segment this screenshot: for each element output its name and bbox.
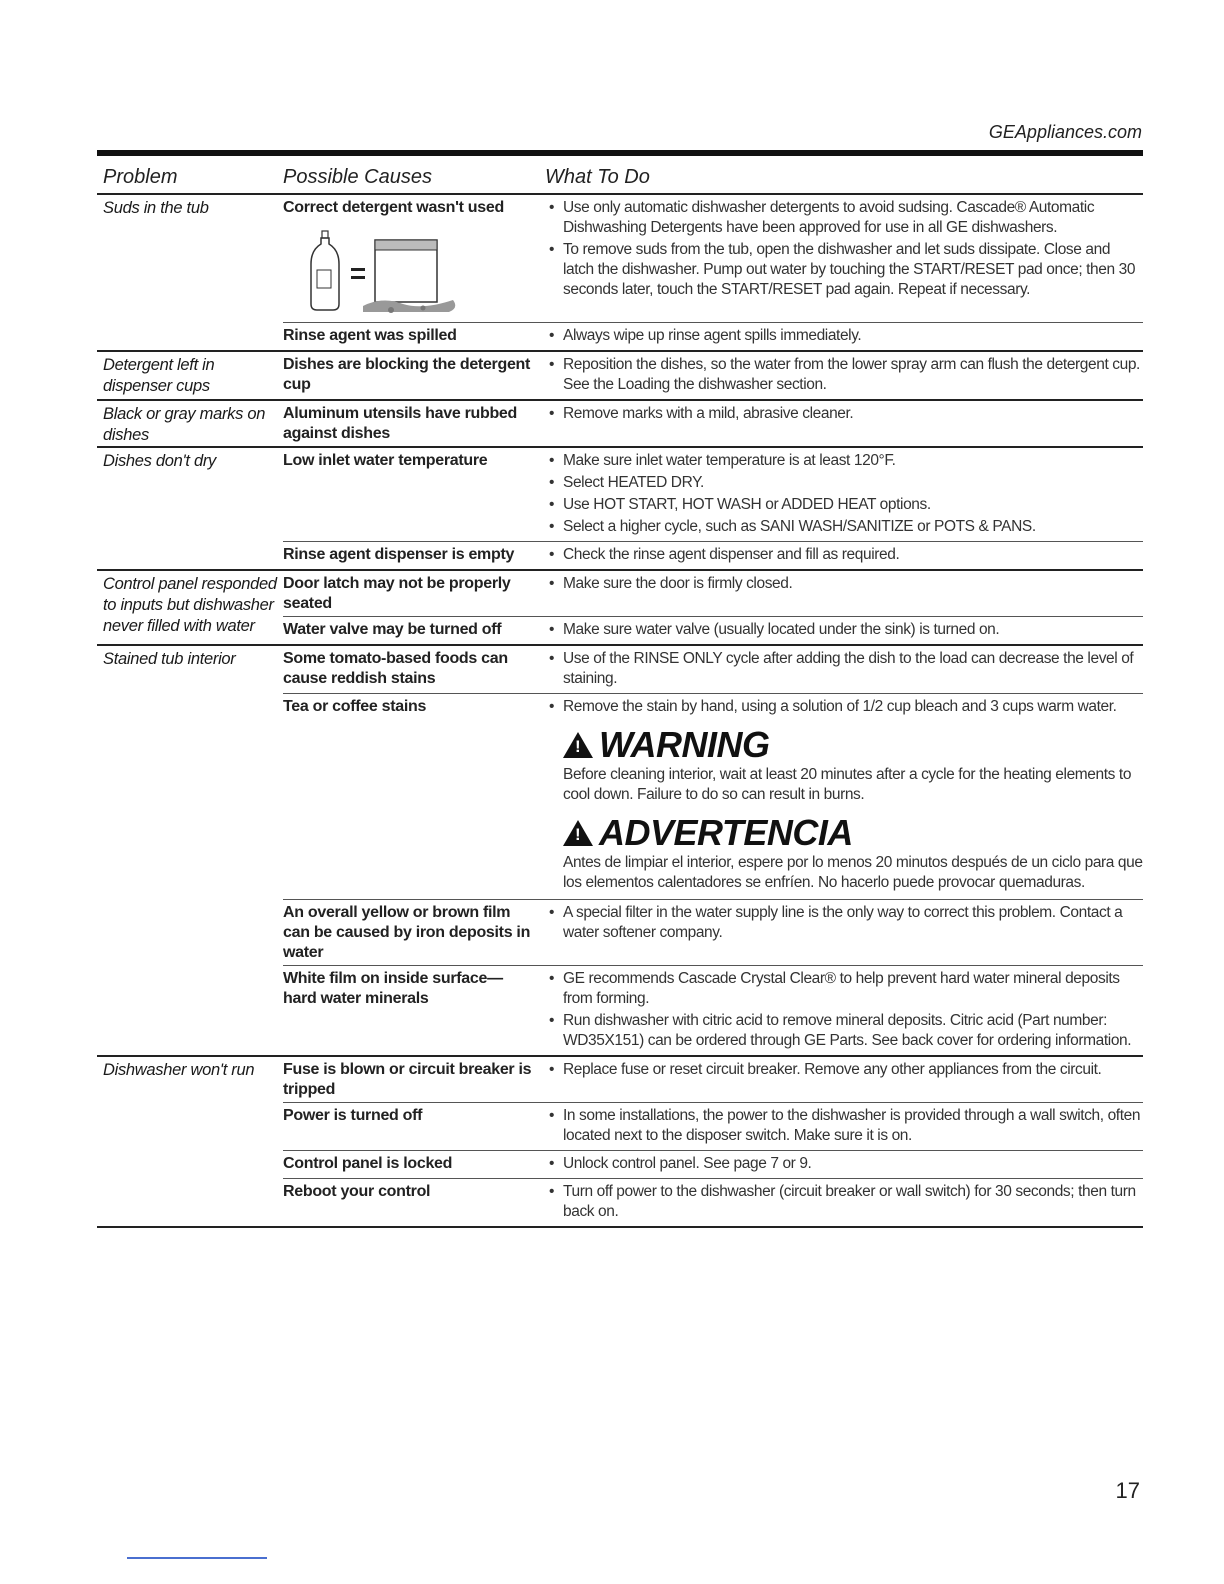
action-bullet: • A special filter in the water supply line is the only way to correct this problem. Contact a water softener company. xyxy=(545,903,1143,943)
action-bullet: • Remove the stain by hand, using a solution of 1/2 cup bleach and 3 cups warm water. xyxy=(545,697,1143,717)
possible-cause xyxy=(283,1154,545,1176)
action-bullet: • Always wipe up rinse agent spills immediately. xyxy=(545,326,1143,346)
cause-text: Rinse agent was spilled xyxy=(283,327,457,344)
what-to-do xyxy=(545,1060,1143,1100)
table-row xyxy=(283,646,1143,694)
action-bullet: • Make sure inlet water temperature is at least 120°F. xyxy=(545,451,1143,471)
possible-cause xyxy=(283,649,545,691)
what-to-do xyxy=(545,969,1143,1053)
problem-label: Black or gray marks on dishes xyxy=(103,405,266,444)
cause-text: Control panel is locked xyxy=(283,1155,453,1172)
table-row xyxy=(283,352,1143,399)
header-rule xyxy=(97,150,1143,156)
action-bullet: • Unlock control panel. See page 7 or 9. xyxy=(545,1154,1143,1174)
action-bullet: • Remove marks with a mild, abrasive cleaner. xyxy=(545,404,1143,424)
table-row xyxy=(283,966,1143,1055)
what-to-do xyxy=(545,903,1143,963)
possible-cause xyxy=(283,903,545,963)
action-bullet: • Select HEATED DRY. xyxy=(545,473,1143,493)
table-row xyxy=(283,617,1143,644)
action-bullet: • Reposition the dishes, so the water from the lower spray arm can flush the detergent cup. See the Loading the dishwasher section. xyxy=(545,355,1143,395)
problem-label: Control panel responded to inputs but dishwasher never filled with water xyxy=(103,575,277,635)
action-bullet: • Make sure the door is firmly closed. xyxy=(545,574,1143,594)
cause-text: White film on inside surface— hard water minerals xyxy=(283,970,503,1007)
problem-label: Dishes don't dry xyxy=(103,452,216,470)
cause-text: Dishes are blocking the detergent cup xyxy=(283,356,531,393)
troubleshooting-table xyxy=(97,166,1143,1228)
what-to-do xyxy=(545,198,1143,320)
warning-title: ADVERTENCIA xyxy=(599,812,853,853)
possible-cause xyxy=(283,451,545,539)
possible-cause xyxy=(283,545,545,567)
what-to-do xyxy=(545,697,1143,897)
header-todo: What To Do xyxy=(545,166,650,188)
action-bullet: • GE recommends Cascade Crystal Clear® to help prevent hard water mineral deposits from forming. xyxy=(545,969,1143,1009)
header-causes: Possible Causes xyxy=(283,166,432,188)
warning-text: Antes de limpiar el interior, espere por lo menos 20 minutos después de un ciclo para que los elementos calentadores se enfríen. No hacerlo puede provocar quemaduras. xyxy=(563,854,1143,891)
what-to-do xyxy=(545,1154,1143,1176)
warning-heading xyxy=(563,813,1143,853)
table-header xyxy=(97,166,1143,195)
problem-group xyxy=(97,448,1143,571)
possible-cause xyxy=(283,1182,545,1224)
table-row xyxy=(283,694,1143,900)
possible-cause xyxy=(283,697,545,897)
what-to-do xyxy=(545,574,1143,614)
cause-text: Reboot your control xyxy=(283,1183,431,1200)
table-body xyxy=(97,195,1143,1228)
what-to-do xyxy=(545,404,1143,444)
cause-text: Water valve may be turned off xyxy=(283,621,502,638)
problem-label: Suds in the tub xyxy=(103,199,209,217)
table-row xyxy=(283,542,1143,569)
action-bullet: • Replace fuse or reset circuit breaker. Remove any other appliances from the circuit. xyxy=(545,1060,1143,1080)
problem-group xyxy=(97,646,1143,1057)
possible-cause xyxy=(283,969,545,1053)
what-to-do xyxy=(545,649,1143,691)
warning-triangle-icon: ! xyxy=(563,820,593,846)
table-row xyxy=(283,571,1143,617)
action-bullet: • Use only automatic dishwasher detergents to avoid sudsing. Cascade® Automatic Dishwashing Detergents have been approved for use in all GE dishwashers. xyxy=(545,198,1143,238)
what-to-do xyxy=(545,451,1143,539)
detergent-dishwasher-illustration xyxy=(303,226,463,316)
warning-text: Before cleaning interior, wait at least 20 minutes after a cycle for the heating elements to cool down. Failure to do so can result in burns. xyxy=(563,766,1132,803)
table-row xyxy=(283,1057,1143,1103)
cause-text: Power is turned off xyxy=(283,1107,423,1124)
problem-group xyxy=(97,571,1143,646)
cause-rows xyxy=(283,401,1143,446)
what-to-do xyxy=(545,355,1143,397)
header-problem: Problem xyxy=(103,166,178,188)
table-row xyxy=(283,1151,1143,1179)
problem-group xyxy=(97,195,1143,352)
cause-text: Door latch may not be properly seated xyxy=(283,575,511,612)
problem-label: Detergent left in dispenser cups xyxy=(103,356,215,395)
possible-cause xyxy=(283,574,545,614)
possible-cause xyxy=(283,1060,545,1100)
cause-text: Tea or coffee stains xyxy=(283,698,427,715)
possible-cause xyxy=(283,404,545,444)
action-bullet: • Run dishwasher with citric acid to remove mineral deposits. Citric acid (Part number: WD35X151) can be ordered through GE Parts. See back cover for ordering information. xyxy=(545,1011,1143,1051)
cause-rows xyxy=(283,448,1143,569)
table-row xyxy=(283,195,1143,323)
table-row xyxy=(283,323,1143,350)
warning-title: WARNING xyxy=(599,724,770,765)
table-row xyxy=(283,448,1143,542)
cause-rows xyxy=(283,571,1143,644)
cause-text: Some tomato-based foods can cause reddish stains xyxy=(283,650,508,687)
cause-rows xyxy=(283,352,1143,399)
what-to-do xyxy=(545,1182,1143,1224)
cause-text: Rinse agent dispenser is empty xyxy=(283,546,515,563)
footer-line xyxy=(127,1557,267,1559)
cause-rows xyxy=(283,1057,1143,1226)
warning-block xyxy=(545,725,1143,805)
possible-cause xyxy=(283,1106,545,1148)
what-to-do xyxy=(545,1106,1143,1148)
cause-text: Fuse is blown or circuit breaker is tripped xyxy=(283,1061,532,1098)
cause-text: An overall yellow or brown film can be caused by iron deposits in water xyxy=(283,904,531,961)
what-to-do xyxy=(545,545,1143,567)
problem-group xyxy=(97,401,1143,448)
action-bullet: • Use HOT START, HOT WASH or ADDED HEAT options. xyxy=(545,495,1143,515)
what-to-do xyxy=(545,620,1143,642)
cause-text: Correct detergent wasn't used xyxy=(283,199,504,216)
action-bullet: • To remove suds from the tub, open the dishwasher and let suds dissipate. Close and latch the dishwasher. Pump out water by touching the START/RESET pad once; then 30 seconds later, touch the START/RESET pad again. Repeat if necessary. xyxy=(545,240,1143,300)
warning-block xyxy=(545,813,1143,893)
possible-cause xyxy=(283,326,545,348)
problem-group xyxy=(97,352,1143,401)
table-row xyxy=(283,900,1143,966)
site-url: GEAppliances.com xyxy=(988,122,1142,142)
action-bullet: • Make sure water valve (usually located under the sink) is turned on. xyxy=(545,620,1143,640)
what-to-do xyxy=(545,326,1143,348)
action-bullet: • Check the rinse agent dispenser and fill as required. xyxy=(545,545,1143,565)
problem-label: Stained tub interior xyxy=(103,650,236,668)
table-row xyxy=(283,401,1143,446)
cause-rows xyxy=(283,195,1143,350)
action-bullet: • Use of the RINSE ONLY cycle after adding the dish to the load can decrease the level of staining. xyxy=(545,649,1143,689)
problem-group xyxy=(97,1057,1143,1228)
problem-label: Dishwasher won't run xyxy=(103,1061,255,1079)
cause-text: Aluminum utensils have rubbed against dishes xyxy=(283,405,518,442)
action-bullet: • Turn off power to the dishwasher (circuit breaker or wall switch) for 30 seconds; then turn back on. xyxy=(545,1182,1143,1222)
warning-heading xyxy=(563,725,1143,765)
warning-triangle-icon: ! xyxy=(563,732,593,758)
cause-rows xyxy=(283,646,1143,1055)
possible-cause xyxy=(283,198,545,320)
action-bullet: • In some installations, the power to the dishwasher is provided through a wall switch, often located next to the disposer switch. Make sure it is on. xyxy=(545,1106,1143,1146)
possible-cause xyxy=(283,355,545,397)
possible-cause xyxy=(283,620,545,642)
table-row xyxy=(283,1179,1143,1226)
action-bullet: • Select a higher cycle, such as SANI WASH/SANITIZE or POTS & PANS. xyxy=(545,517,1143,537)
table-row xyxy=(283,1103,1143,1151)
cause-text: Low inlet water temperature xyxy=(283,452,488,469)
page-number: 17 xyxy=(1115,1478,1140,1503)
